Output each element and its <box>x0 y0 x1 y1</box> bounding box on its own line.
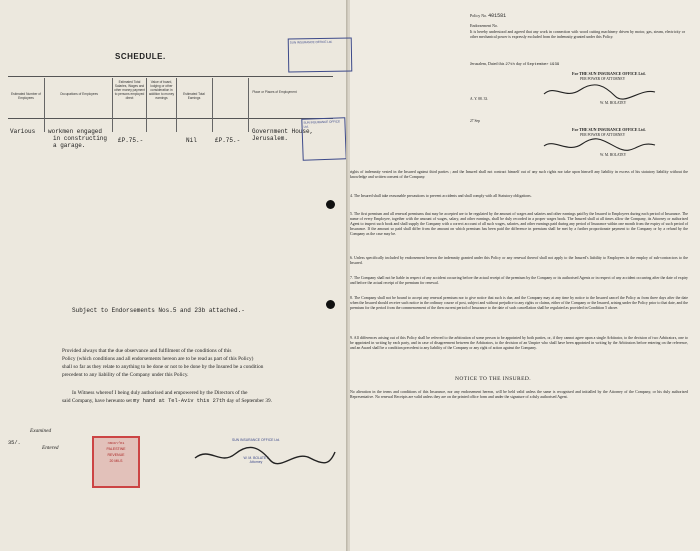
schedule-title: SCHEDULE. <box>115 52 166 61</box>
clause-8: 8. The Company shall not be bound to accept any renewal premium nor to give notice that such is due, and the Company may at any time by notice to the Insured cancel the Policy as from three days after the date when the Insured should receive such notice in the ordinary course of post, subject and without prejudice to any rights or claims, either of the Company or the Insured, arising under the Policy prior to that date, and the premium for the period from the commencement of the then current period of Insurance to the date of such cancellation shall be regulated as provided in Condition 5 above. <box>350 296 688 310</box>
column-header-board: Value of board, lodging or other consideration in addition to money earnings <box>148 80 175 100</box>
clause-4: 4. The Insured shall take reasonable precautions to prevent accidents and shall comply with all Statutory obligations. <box>350 194 532 198</box>
signature-name: W. M. BOLATEY <box>243 456 269 460</box>
revenue-stamp-line: REVENUE <box>107 453 125 457</box>
column-header-occupations: Occupations of Employees <box>60 92 98 96</box>
examined-label: Examined <box>30 428 52 434</box>
row-salaries: £P.75.- <box>118 137 144 144</box>
entered-label: Entered <box>42 445 59 451</box>
margin-number: 35/. <box>8 440 21 446</box>
clause-9: 9. All differences arising out of this Policy shall be referred to the arbitration of some person to be appointed by both parties, or, if they cannot agree upon a single Arbitrator, to the decision of two Arbitrators, one to be appointed in writing by each party, and in case of disagreement between the Arbitrators, to the decision of an Umpire who shall have been appointed in writing by the Arbitrators before entering on the reference, and an Award shall be a condition precedent to any liability of the Company or any right of action against the Company. <box>350 336 688 350</box>
second-date: 27 Sep <box>470 119 480 123</box>
column-header-earnings: Estimated Total Earnings <box>183 92 205 100</box>
row-place-line: Government House, <box>252 128 314 135</box>
endorsement-note: Subject to Endorsements Nos.5 and 23b attached.- <box>72 307 245 314</box>
clause-intro: rights of indemnity vested in the Insured against third parties ; and the Insured shall not contract himself out of any such rights nor take upon himself any liability in excess of his statutory liability without the knowledge and written consent of the Company. <box>350 170 688 179</box>
schedule-column-divider <box>112 78 113 132</box>
revenue-stamp-line: 20 MILS <box>109 459 123 463</box>
dated-month: September <box>527 63 549 67</box>
dated-row <box>470 60 559 69</box>
clause-6: 6. Unless specifically included by endorsement hereon the indemnity granted under this Policy or any renewal thereof shall not apply to the Insured's liability to Employees in the employ of sub-contractors to the Insured. <box>350 256 688 265</box>
dated-day: 27th <box>505 63 515 67</box>
policy-no: 401581 <box>488 13 507 19</box>
policy-page-right <box>289 0 700 551</box>
per-power: PER POWER OF ATTORNEY <box>580 77 626 81</box>
signatory-2: W. M. BOLATEY <box>600 153 627 157</box>
policy-page-left <box>0 0 348 551</box>
signature-company: SUN INSURANCE OFFICE Ltd. <box>231 438 281 442</box>
policy-no-label: Policy No. <box>470 13 488 18</box>
blue-stamp-top <box>288 37 353 72</box>
schedule-column-divider <box>146 78 147 132</box>
blue-stamp-text: SUN INSURANCE OFFICE Ltd. <box>303 119 341 129</box>
dated-month-label: day of <box>515 61 527 66</box>
clause-7: 7. The Company shall not be liable in respect of any accident occurring before the actual receipt of the premium by the Company or its authorised Agents or in respect of any accident occurring after the date of expiry and before the actual receipt of the premium for renewal. <box>350 276 688 285</box>
witness-typed-date: day of September 39. <box>226 398 272 404</box>
signature-bottom <box>540 136 660 156</box>
row-board: Nil <box>186 137 197 144</box>
for-company: For THE SUN INSURANCE OFFICE Ltd. <box>572 71 646 76</box>
notice-heading: NOTICE TO THE INSURED. <box>455 376 532 382</box>
for-company-2: For THE SUN INSURANCE OFFICE Ltd. <box>572 127 646 132</box>
row-employees: Various <box>10 128 36 135</box>
revenue-stamp <box>92 436 140 488</box>
revenue-stamp-line: בולי הכנסה <box>107 441 125 445</box>
punch-hole <box>326 300 335 309</box>
provided-clause-line: precedent to any liability of the Company under this Policy. <box>62 372 189 378</box>
provided-clause-line: shall so far as they relate to anything to be done or not to be done by the Insured be a condition <box>62 364 264 370</box>
row-place-line: Jerusalem. <box>252 135 289 142</box>
ref-code: A. Y. 88. 33. <box>470 97 489 101</box>
notice-text: No alteration in the terms and conditions of this Insurance, nor any endorsement hereon, will be held valid unless the same is recognised and initialled by the Attorney of the Company, or his duly authorised Representative. No renewal Receipts are valid unless they are on the printed office form and under the signature of a duly authorised Agent. <box>350 390 688 399</box>
signature-top <box>540 82 660 102</box>
signatory: W. M. BOLATEY <box>600 101 627 105</box>
schedule-column-divider <box>44 78 45 132</box>
punch-hole <box>326 200 335 209</box>
schedule-column-divider <box>212 78 213 132</box>
witness-text: said Company, have hereunto set <box>62 398 132 404</box>
column-header-place: Place or Places of Employment <box>252 90 297 94</box>
witness-line: In Witness whereof I being duly authorised and empowered by the Directors of the <box>72 390 248 396</box>
witness-line-2 <box>62 398 347 405</box>
schedule-column-divider <box>248 78 249 132</box>
revenue-stamp-line: PALESTINE <box>106 447 126 451</box>
blue-stamp-text: SUN INSURANCE OFFICE Ltd. <box>289 39 333 45</box>
handwritten-signature <box>190 444 340 472</box>
blue-company-stamp <box>301 117 346 161</box>
per-power-2: PER POWER OF ATTORNEY <box>580 133 626 137</box>
endorsement-no-label: Endorsement No. <box>470 23 498 28</box>
endorsement-intro: It is hereby understood and agreed that any work in connection with wood cutting machinery driven by motor, gas, steam, electricity or other mechanical power is expressly excluded from the indemnity granted under this Policy. <box>470 30 685 39</box>
row-occupation-line: a garage. <box>53 142 86 149</box>
schedule-column-divider <box>176 78 177 132</box>
provided-clause-line: Policy (which conditions and all endorsements hereon are to be read as part of this Policy) <box>62 356 254 362</box>
provided-clause-line: Provided always that the due observance and fulfilment of the conditions of this <box>62 348 232 354</box>
row-occupation-line: in constructing <box>53 135 108 142</box>
witness-typed-place: my hand at Tel-Aviv this 27th <box>133 398 226 404</box>
row-earnings: £P.75.- <box>215 137 241 144</box>
clause-5: 5. The first premium and all renewal premiums that may be accepted are to be regulated by the amount of wages and salaries and other earnings paid by the Insured to Employees during each period of Insurance. The name of every Employee, together with the amount of wages, salary, and other earnings, shall be duly recorded in a proper wages book. The Insured shall at all times allow the Company, its Attorney or authorised Agent to inspect such book and shall supply the Company with a correct account of all such wages, salaries, and other earnings paid during any period of Insurance within one month from the expiry of such period of Insurance. If the amount so paid shall differ from the amount on which premium has been paid the difference in premium shall be met by a further proportionate payment to the Company or by a refund by the Company as the case may be. <box>350 212 688 236</box>
row-occupation-line: workmen engaged <box>48 128 103 135</box>
signature-sub: Attorney <box>249 460 263 464</box>
column-header-employees: Estimated Number of Employees <box>11 92 41 100</box>
dated-year: 1939 <box>549 63 560 67</box>
column-header-salaries: Estimated Total Salaries, Wages and other money payment to persons employed direct <box>114 80 145 100</box>
schedule-top-rule <box>8 76 333 77</box>
dated-label: Jerusalem, Dated this <box>470 61 505 66</box>
schedule-header-rule <box>8 118 333 119</box>
policy-no-row <box>470 12 506 20</box>
